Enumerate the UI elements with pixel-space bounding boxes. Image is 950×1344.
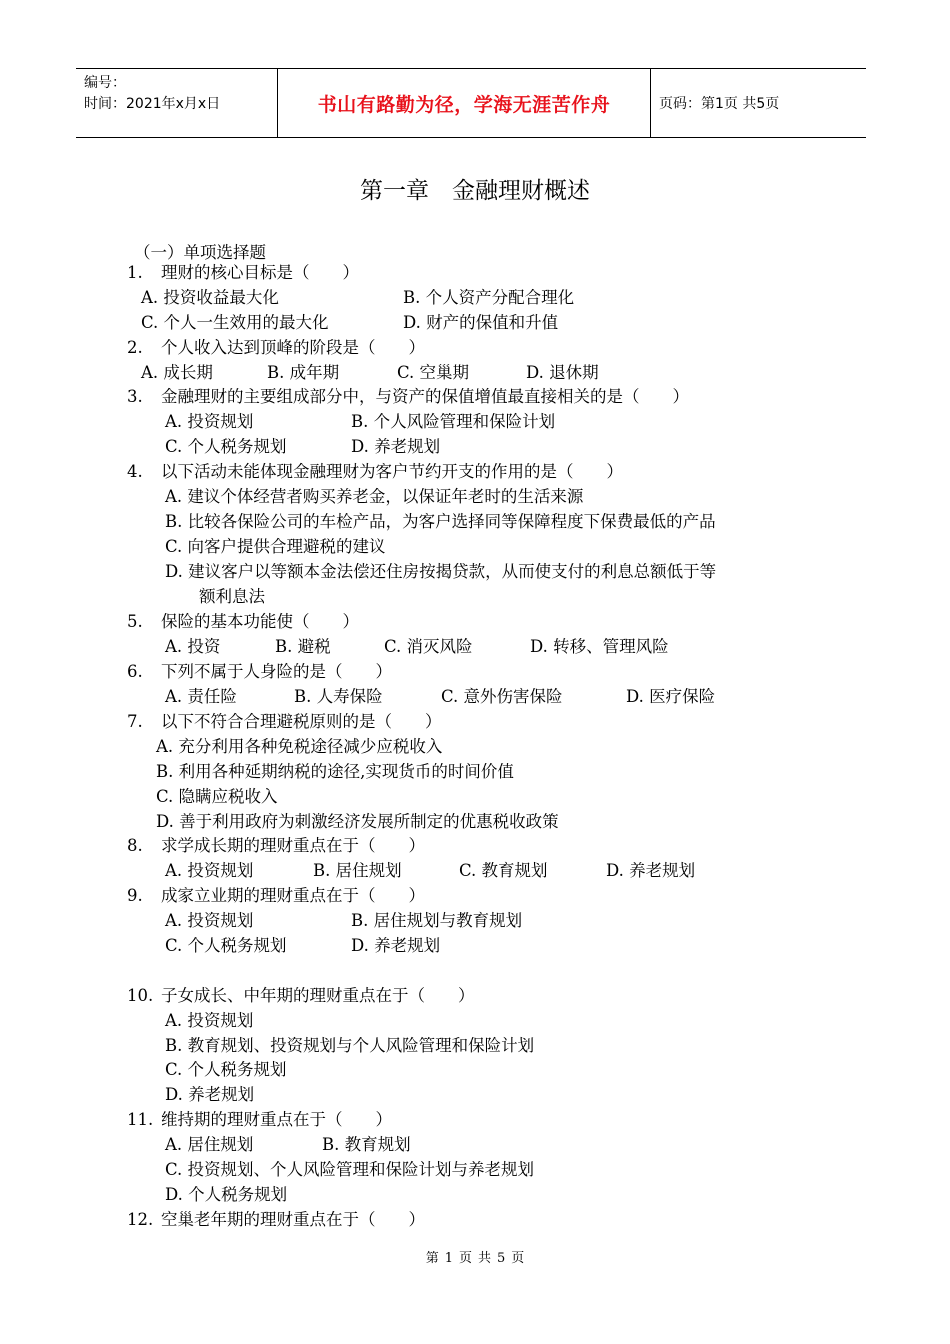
- document-header: [76, 68, 866, 138]
- question-4-option-c: C. 向客户提供合理避税的建议: [165, 537, 386, 556]
- question-10-option-c: C. 个人税务规划: [165, 1060, 287, 1079]
- question-7-option-b: B. 利用各种延期纳税的途径,实现货币的时间价值: [156, 762, 514, 781]
- option: C. 个人一生效用的最大化: [141, 313, 329, 332]
- question-7-option-d: D. 善于利用政府为刺激经济发展所制定的优惠税收政策: [156, 812, 559, 831]
- question-11-option-d: D. 个人税务规划: [165, 1185, 288, 1204]
- date-label: 时间：2021年x月x日: [84, 96, 221, 112]
- question-8-options: A. 投资规划 B. 居住规划 C. 教育规划 D. 养老规划: [165, 861, 696, 880]
- option: B. 成年期: [267, 363, 340, 382]
- question-4-option-d: D. 建议客户以等额本金法偿还住房按揭贷款，从而使支付的利息总额低于等: [165, 562, 717, 581]
- question-4-option-d-cont: 额利息法: [199, 587, 265, 606]
- section-heading: （一）单项选择题: [134, 243, 266, 262]
- code-label: 编号：: [84, 75, 126, 91]
- option: D. 退休期: [526, 363, 599, 382]
- header-page-info: 页码：第1页 共5页: [659, 96, 780, 112]
- option: D. 财产的保值和升值: [403, 313, 559, 332]
- question-3-options: C. 个人税务规划 D. 养老规划: [165, 437, 441, 456]
- option: A. 投资收益最大化: [141, 288, 279, 307]
- option: C. 空巢期: [397, 363, 470, 382]
- question-11-option-c: C. 投资规划、个人风险管理和保险计划与养老规划: [165, 1160, 535, 1179]
- question-4-option-a: A. 建议个体经营者购买养老金，以保证年老时的生活来源: [165, 487, 584, 506]
- question-10-option-a: A. 投资规划: [165, 1011, 254, 1030]
- question-1-options: [141, 312, 559, 334]
- question-1-options: [141, 287, 575, 309]
- header-meta: [76, 69, 277, 137]
- option: B. 个人资产分配合理化: [403, 288, 575, 307]
- question-4-option-b: B. 比较各保险公司的车检产品，为客户选择同等保障程度下保费最低的产品: [165, 512, 716, 531]
- question-6-options: A. 责任险 B. 人寿保险 C. 意外伤害保险 D. 医疗保险: [165, 687, 716, 706]
- question-2-options: [141, 362, 599, 384]
- question-11-options: A. 居住规划 B. 教育规划: [165, 1135, 411, 1154]
- question-7-option-c: C. 隐瞒应税收入: [156, 787, 278, 806]
- question-10-option-b: B. 教育规划、投资规划与个人风险管理和保险计划: [165, 1036, 535, 1055]
- question-5-options: A. 投资 B. 避税 C. 消灭风险 D. 转移、管理风险: [165, 637, 669, 656]
- option: A. 成长期: [141, 363, 213, 382]
- question-7-option-a: A. 充分利用各种免税途径减少应税收入: [156, 737, 443, 756]
- chapter-title: 第一章 金融理财概述: [360, 178, 590, 204]
- question-9-options: A. 投资规划 B. 居住规划与教育规划: [165, 911, 523, 930]
- question-9-options: C. 个人税务规划 D. 养老规划: [165, 936, 441, 955]
- header-motto: 书山有路勤为径，学海无涯苦作舟: [277, 69, 651, 137]
- page-footer: 第 1 页 共 5 页: [425, 1251, 525, 1266]
- question-10-option-d: D. 养老规划: [165, 1085, 255, 1104]
- question-3-options: A. 投资规划 B. 个人风险管理和保险计划: [165, 412, 556, 431]
- page-number: 1: [444, 1251, 453, 1266]
- total-pages: 5: [497, 1251, 506, 1266]
